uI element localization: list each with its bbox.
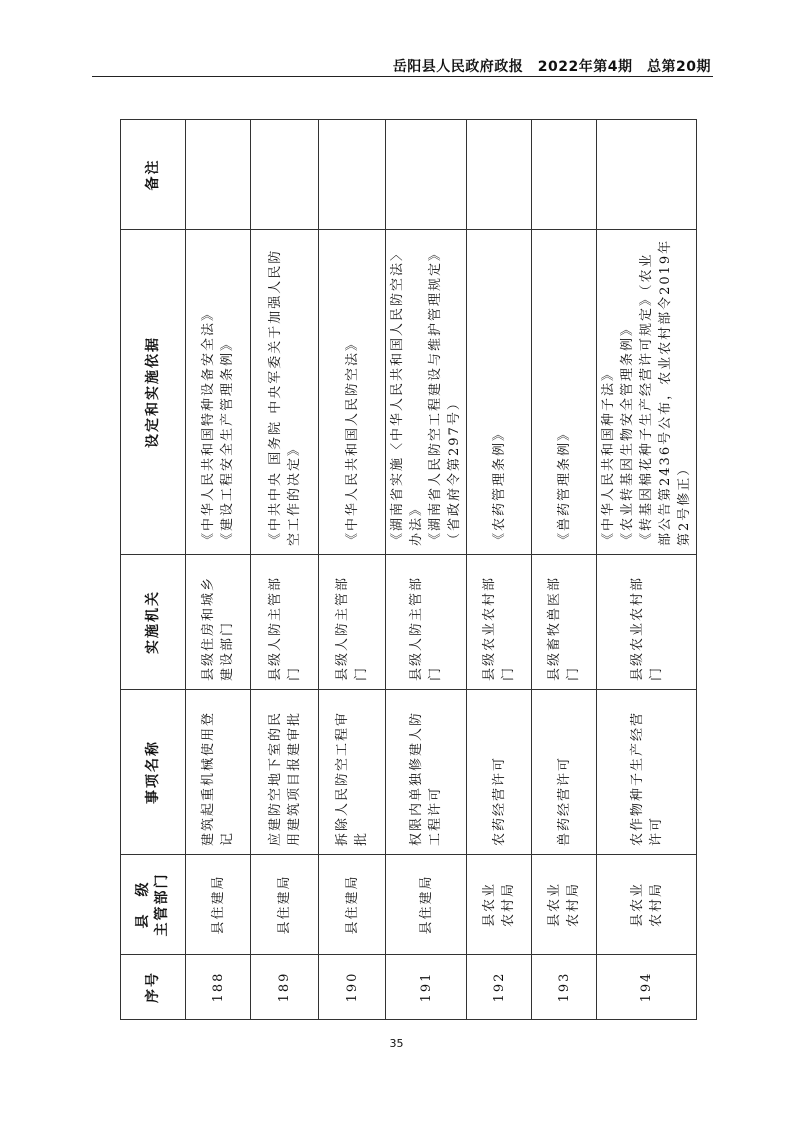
row-number: 194 [597,955,697,1020]
col-header-dept: 县 级 主管部门 [121,855,186,955]
row-number: 188 [186,955,251,1020]
row-basis: 《农药管理条例》 [467,230,532,555]
row-number: 192 [467,955,532,1020]
row-agency: 县级农业农村部门 [467,555,532,690]
row-item: 建筑起重机械使用登记 [186,690,251,855]
row-note [467,120,532,230]
row-dept: 县农业 农村局 [597,855,697,955]
row-basis: 《中华人民共和国特种设备安全法》 《建设工程安全生产管理条例》 [186,230,251,555]
page-number: 35 [389,1037,404,1050]
row-agency: 县级人防主管部门 [319,555,386,690]
row-note [597,120,697,230]
table-row [386,120,467,1020]
row-basis: 《中华人民共和国种子法》 《农业转基因生物安全管理条例》 《转基因棉花种子生产经营许可规定》（农业部公告第2436号公布，农业农村部令2019年第2号修正） [597,230,697,555]
table-row [467,120,532,1020]
table-row [251,120,319,1020]
col-header-note: 备注 [121,120,186,230]
running-header: 岳阳县人民政府政报 2022年第4期 总第20期 [392,59,711,75]
row-item: 应建防空地下室的民用建筑项目报建审批 [251,690,319,855]
col-header-basis: 设定和实施依据 [121,230,186,555]
table-row [597,120,697,1020]
row-item: 农作物种子生产经营许可 [597,690,697,855]
table-row [186,120,251,1020]
row-note [186,120,251,230]
header-rule [92,76,713,77]
row-dept: 县农业 农村局 [532,855,597,955]
row-dept: 县住建局 [386,855,467,955]
row-number: 190 [319,955,386,1020]
row-basis: 《兽药管理条例》 [532,230,597,555]
row-note [386,120,467,230]
table-header-row [121,120,186,1020]
col-header-agency: 实施机关 [121,555,186,690]
row-dept: 县农业 农村局 [467,855,532,955]
row-item: 兽药经营许可 [532,690,597,855]
row-item: 权限内单独修建人防工程许可 [386,690,467,855]
rotated-table-wrapper [120,120,692,1020]
row-agency: 县级畜牧兽医部门 [532,555,597,690]
row-note [251,120,319,230]
row-number: 193 [532,955,597,1020]
row-agency: 县级人防主管部门 [251,555,319,690]
row-number: 189 [251,955,319,1020]
row-basis: 《中华人民共和国人民防空法》 [319,230,386,555]
col-header-item: 事项名称 [121,690,186,855]
row-agency: 县级人防主管部门 [386,555,467,690]
row-dept: 县住建局 [186,855,251,955]
row-note [532,120,597,230]
row-dept: 县住建局 [251,855,319,955]
row-agency: 县级住房和城乡建设部门 [186,555,251,690]
row-agency: 县级农业农村部门 [597,555,697,690]
row-note [319,120,386,230]
table-row [319,120,386,1020]
row-basis: 《中共中央 国务院 中央军委关于加强人民防空工作的决定》 [251,230,319,555]
row-basis: 《湖南省实施〈中华人民共和国人民防空法〉办法》 《湖南省人民防空工程建设与维护管理规定》（省政府令第297号） [386,230,467,555]
row-item: 拆除人民防空工程审批 [319,690,386,855]
row-number: 191 [386,955,467,1020]
row-item: 农药经营许可 [467,690,532,855]
col-header-no: 序号 [121,955,186,1020]
table-row [532,120,597,1020]
approval-items-table [120,119,697,1020]
row-dept: 县住建局 [319,855,386,955]
